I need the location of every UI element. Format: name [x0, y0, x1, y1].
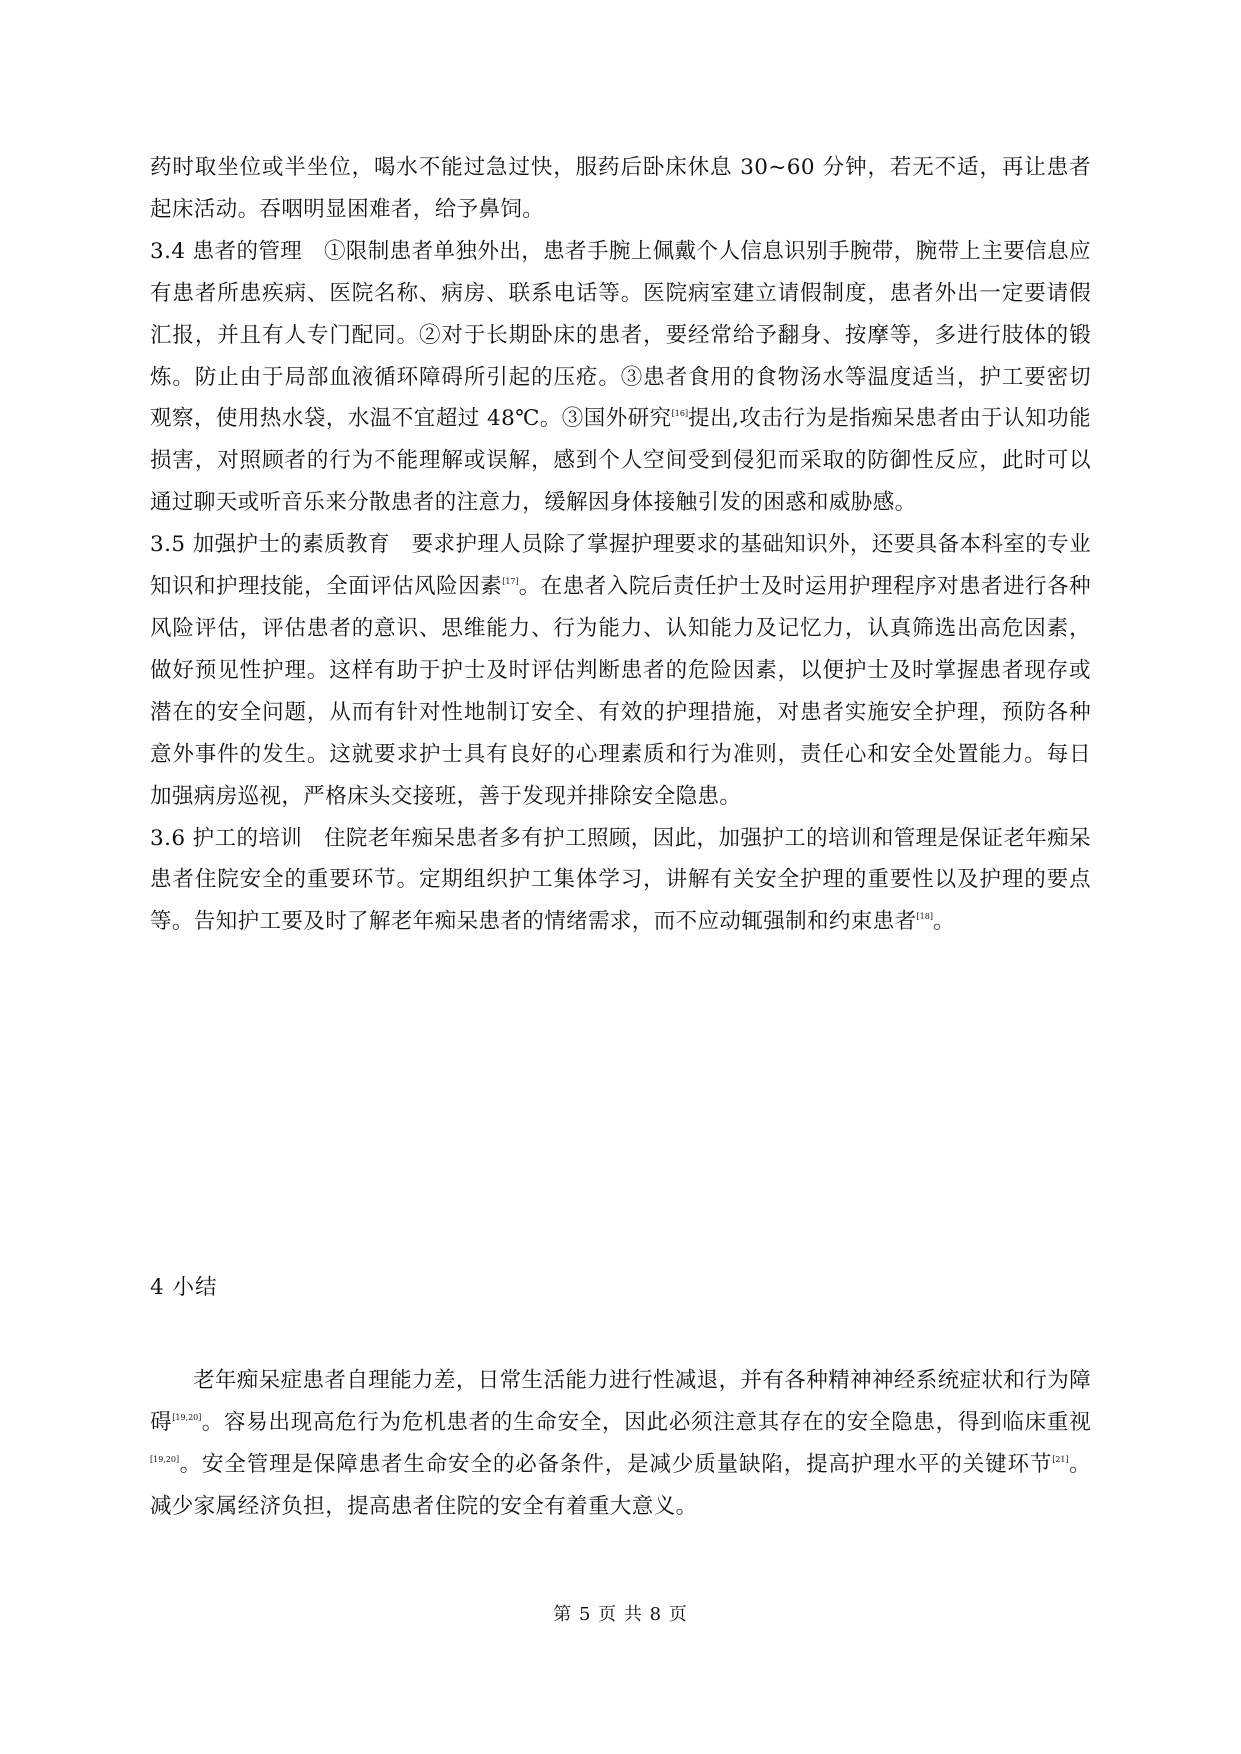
paragraph-nurse-education	[150, 524, 1091, 817]
citation-19-20: [19,20]	[150, 1454, 180, 1464]
citation-19-20: [19,20]	[172, 1412, 202, 1422]
paragraph-text: ①限制患者单独外出，患者手腕上佩戴个人信息识别手腕带，腕带上主要信息应有患者所患疾病、医院名称、病房、联系电话等。医院病室建立请假制度，患者外出一定要请假汇报，并且有人专门配同。②对于长期卧床的患者，要经常给予翻身、按摩等，多进行肢体的锻炼。防止由于局部血液循环障碍所引起的压疮。③患者食用的食物汤水等温度适当，护工要密切观察，使用热水袋，水温不宜超过 48℃。③国外研究	[150, 238, 1091, 432]
paragraph-patient-management	[150, 231, 1091, 524]
paragraph-text: 。	[932, 909, 955, 935]
paragraph-text: 。在患者入院后责任护士及时运用护理程序对患者进行各种风险评估，评估患者的意识、思维能力、行为能力、认知能力及记忆力，认真筛选出高危因素，做好预见性护理。这样有助于护士及时评估判断患者的危险因素，以便护士及时掌握患者现存或潜在的安全问题，从而有针对性地制订安全、有效的护理措施，对患者实施安全护理，预防各种意外事件的发生。这就要求护士具有良好的心理素质和行为准则，责任心和安全处置能力。每日加强病房巡视，严格床头交接班，善于发现并排除安全隐患。	[150, 574, 1091, 809]
paragraph-text: 。减少家属经济负担，提高患者住院的安全有着重大意义。	[150, 1451, 1091, 1519]
section-label-3-4: 3.4 患者的管理	[150, 238, 303, 264]
paragraph-text: 住院老年痴呆患者多有护工照顾，因此，加强护工的培训和管理是保证老年痴呆患者住院安全的重要环节。定期组织护工集体学习，讲解有关安全护理的重要性以及护理的要点等。告知护工要及时了解老年痴呆患者的情绪需求，而不应动辄强制和约束患者	[150, 825, 1091, 935]
citation-17: [17]	[502, 577, 519, 587]
paragraph-summary	[150, 1360, 1091, 1528]
paragraph-text: 。安全管理是保障患者生命安全的必备条件，是减少质量缺陷，提高护理水平的关键环节	[179, 1451, 1053, 1477]
document-body	[150, 147, 1091, 943]
page-footer	[0, 1600, 1241, 1626]
citation-18: [18]	[916, 912, 933, 922]
citation-16: [16]	[671, 409, 689, 419]
section-label-3-6: 3.6 护工的培训	[150, 825, 303, 851]
summary-section	[150, 1360, 1091, 1528]
page-number: 第 5 页 共 8 页	[553, 1604, 688, 1625]
paragraph-text: 要求护理人员除了掌握护理要求的基础知识外，还要具备本科室的专业知识和护理技能，全面评估风险因素	[150, 532, 1092, 600]
paragraph-medication-continued: 药时取坐位或半坐位，喝水不能过急过快，服药后卧床休息 30~60 分钟，若无不适，再让患者起床活动。吞咽明显困难者，给予鼻饲。	[150, 155, 1091, 222]
paragraph-text: 老年痴呆症患者自理能力差，日常生活能力进行性减退，并有各种精神神经系统症状和行为障碍	[150, 1368, 1091, 1435]
paragraph-text: 。容易出现高危行为危机患者的生命安全，因此必须注意其存在的安全隐患，得到临床重视	[201, 1409, 1091, 1435]
paragraph-caregiver-training	[150, 818, 1091, 944]
section-label-3-5: 3.5 加强护士的素质教育	[150, 532, 390, 558]
citation-21: [21]	[1052, 1454, 1069, 1464]
section-heading-summary: 4 小结	[150, 1275, 218, 1300]
paragraph-text: 提出,攻击行为是指痴呆患者由于认知功能损害，对照顾者的行为不能理解或误解，感到个人空间受到侵犯而采取的防御性反应，此时可以通过聊天或听音乐来分散患者的注意力，缓解因身体接触引发的困惑和威胁感。	[150, 406, 1091, 516]
